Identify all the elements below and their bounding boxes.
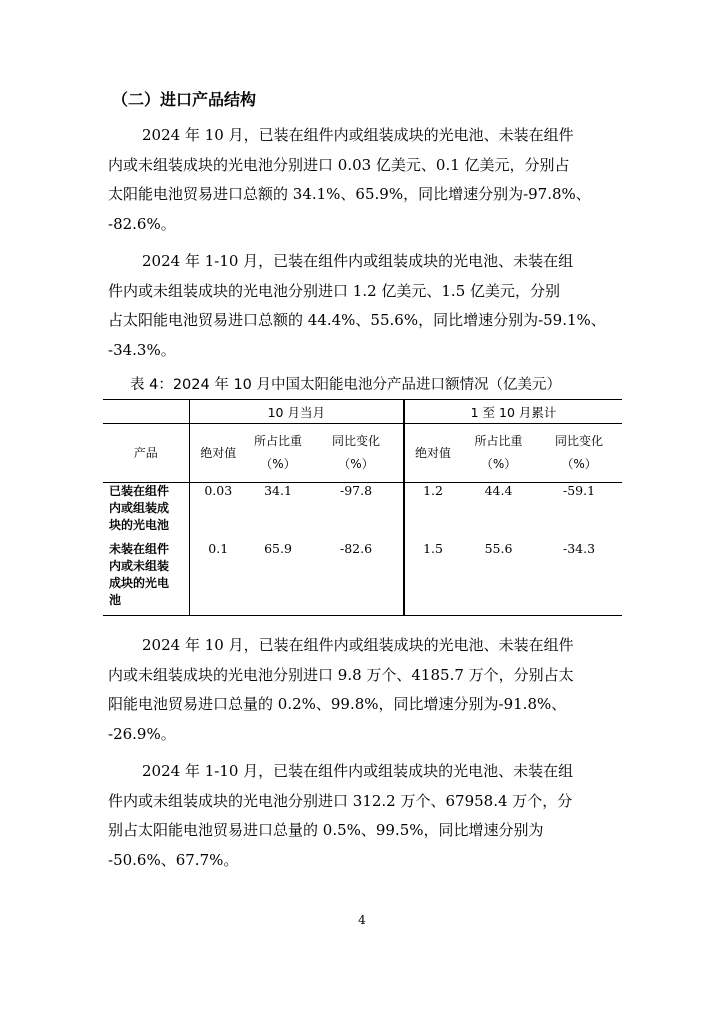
paragraph-line: 内或未组装成块的光电池分别进口 9.8 万个、4185.7 万个，分别占太 [108,665,574,684]
product-name-line: 内或未组装 [109,559,170,573]
paragraph-line: 2024 年 10 月，已装在组件内或组装成块的光电池、未装在组件 [142,126,574,144]
col-header-share [461,424,536,483]
col-header-yoy [309,424,404,483]
ytd-absolute-value: 1.5 [404,541,461,616]
paragraph-line: -82.6%。 [108,214,176,233]
col-header-yoy-label: 同比变化 [555,434,604,448]
col-header-share-label: 所占比重 [253,434,302,448]
oct-share-value: 34.1 [264,483,292,498]
import-value-table [103,399,622,616]
paragraph-line: 件内或未组装成块的光电池分别进口 1.2 亿美元、1.5 亿美元，分别 [108,281,561,300]
paragraph-oct-import-quantity [108,631,628,749]
col-header-absolute: 绝对值 [189,424,247,483]
paragraph-line: 阳能电池贸易进口总量的 0.2%、99.8%，同比增速分别为-91.8%、 [108,695,567,713]
paragraph-line: 占太阳能电池贸易进口总额的 44.4%、55.6%，同比增速分别为-59.1%、 [108,311,606,329]
paragraph-oct-import-value [108,121,628,239]
product-name-line: 块的光电池 [109,518,170,532]
ytd-absolute-value: 1.2 [404,483,461,542]
paragraph-line: 2024 年 10 月，已装在组件内或组装成块的光电池、未装在组件 [142,636,574,654]
ytd-yoy-value: -34.3 [536,541,622,616]
paragraph-ytd-import-value [108,247,628,365]
product-name-line: 内或组装成 [109,501,170,515]
oct-share-value: 65.9 [247,541,309,616]
paragraph-line: -50.6%、67.7%。 [108,850,239,869]
table-row [103,483,622,542]
oct-absolute-value: 0.1 [189,541,247,616]
product-name-line: 未装在组件 [109,542,170,556]
table-caption: 表 4：2024 年 10 月中国太阳能电池分产品进口额情况（亿美元） [130,377,562,393]
table-row [103,541,622,616]
product-name-line: 池 [109,593,122,607]
col-header-share-unit: （%） [480,457,517,471]
paragraph-line: 2024 年 1-10 月，已装在组件内或组装成块的光电池、未装在组 [142,762,574,780]
table-header-blank [103,400,189,424]
table-column-header-row [103,424,622,483]
col-header-yoy-label: 同比变化 [332,434,381,448]
col-header-absolute: 绝对值 [404,424,461,483]
table-group-header-month: 10 月当月 [189,400,404,424]
paragraph-line: -26.9%。 [108,724,176,743]
ytd-share-value: 55.6 [461,541,536,616]
col-header-share-unit: （%） [260,457,296,471]
product-name [103,483,189,542]
table-group-header-ytd: 1 至 10 月累计 [404,400,622,424]
product-name-line: 成块的光电 [109,576,170,590]
paragraph-line: 内或未组装成块的光电池分别进口 0.03 亿美元、0.1 亿美元，分别占 [108,155,570,174]
paragraph-line: 2024 年 1-10 月，已装在组件内或组装成块的光电池、未装在组 [142,252,574,270]
paragraph-line: 件内或未组装成块的光电池分别进口 312.2 万个、67958.4 万个，分 [108,791,573,810]
col-header-yoy-unit: （%） [338,457,374,471]
ytd-share-value: 44.4 [484,483,513,498]
col-header-yoy [536,424,622,483]
paragraph-line: 太阳能电池贸易进口总额的 34.1%、65.9%，同比增速分别为-97.8%、 [108,185,591,203]
product-name-line: 已装在组件 [109,484,170,498]
col-header-product: 产品 [103,424,189,483]
page-number: 4 [358,913,366,927]
paragraph-line: -34.3%。 [108,340,176,359]
oct-yoy-value: -82.6 [309,541,404,616]
oct-absolute-value: 0.03 [189,483,247,542]
paragraph-line: 别占太阳能电池贸易进口总量的 0.5%、99.5%，同比增速分别为 [108,821,544,839]
paragraph-ytd-import-quantity [108,757,628,875]
table-group-header-row [103,400,622,424]
col-header-share-label: 所占比重 [474,434,523,448]
ytd-yoy-value: -59.1 [562,483,596,498]
col-header-yoy-unit: （%） [561,457,597,471]
oct-yoy-value: -97.8 [339,483,373,498]
product-name [103,541,189,616]
col-header-share [247,424,309,483]
section-heading: （二）进口产品结构 [112,90,257,109]
